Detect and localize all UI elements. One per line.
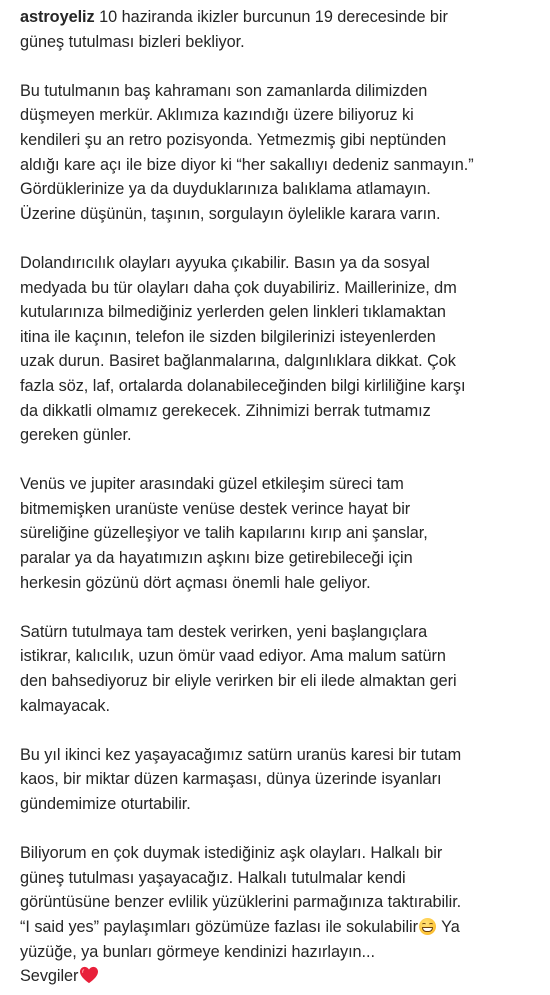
post-caption [20,5,534,989]
caption-love-text-end: Ya yüzüğe, ya bunları görmeye kendinizi hazırlayın... Sevgiler [20,917,460,986]
caption-intro [20,5,534,54]
caption-paragraph-uranus: Bu yıl ikinci kez yaşayacağımız satürn uranüs karesi bir tutam kaos, bir miktar düzen karmaşası, dünya üzerinde isyanları gündemimize oturtabilir. [20,745,462,813]
caption-paragraph-mercury: Bu tutulmanın baş kahramanı son zamanlarda dilimizden düşmeyen merkür. Aklımıza kazındığı üzere biliyoruz ki kendileri şu an retro pozisyonda. Yetmezmiş gibi neptünden aldığı kare açı ile bize diyor ki “her sakallıyı dedeniz sanmayın.” Gördüklerinize ya da duyduklarınıza balıklama atlamayın. Üzerine düşünün, taşının, sorgulayın öylelikle karara varın. [20,81,474,223]
caption-intro-text: 10 haziranda ikizler burcunun 19 derecesinde bir güneş tutulması bizleri bekliyor. [20,8,448,51]
caption-paragraph-venus: Venüs ve jupiter arasındaki güzel etkileşim süreci tam bitmemişken uranüste venüse destek verince hayat bir süreliğine güzelleşiyor ve talih kapılarını kırıp ani şanslar, paralar ya da hayatımızın aşkını bize getirebileceği için herkesin gözünü dört açması önemli hale geliyor. [20,475,428,592]
grinning-face-icon [419,918,436,935]
caption-love-text: Biliyorum en çok duymak istediğiniz aşk olayları. Halkalı bir güneş tutulması yaşayacağız. Halkalı tutulmalar kendi görüntüsüne benzer evlilik yüzüklerini parmağınıza taktırabilir. “I said yes” paylaşımları gözümüze fazlası ile sokulabilir [20,844,462,936]
red-heart-icon [79,966,99,984]
caption-paragraph-fraud: Dolandırıcılık olayları ayyuka çıkabilir. Basın ya da sosyal medyada bu tür olayları daha çok duyabiliriz. Maillerinize, dm kutularınıza bilmediğiniz yerlerden gelen linkleri tıklamaktan itina ile kaçının, telefon ile sizden bilgilerinizi isteyenlerden uzak durun. Basiret bağlanmalarına, dalgınlıklara dikkat. Çok fazla söz, laf, ortalarda dolanabileceğinden bilgi kirliliğine karşı da dikkatli olmamız gerekecek. Zihnimizi berrak tutmamız gereken günler. [20,253,466,445]
caption-paragraph-love [20,841,534,989]
username-link[interactable]: astroyeliz [20,8,95,26]
caption-paragraph-saturn: Satürn tutulmaya tam destek verirken, yeni başlangıçlara istikrar, kalıcılık, uzun ömür vaad ediyor. Ama malum satürn den bahsediyoruz bir eliyle verirken bir eli ilede almaktan geri kalmayacak. [20,622,457,715]
